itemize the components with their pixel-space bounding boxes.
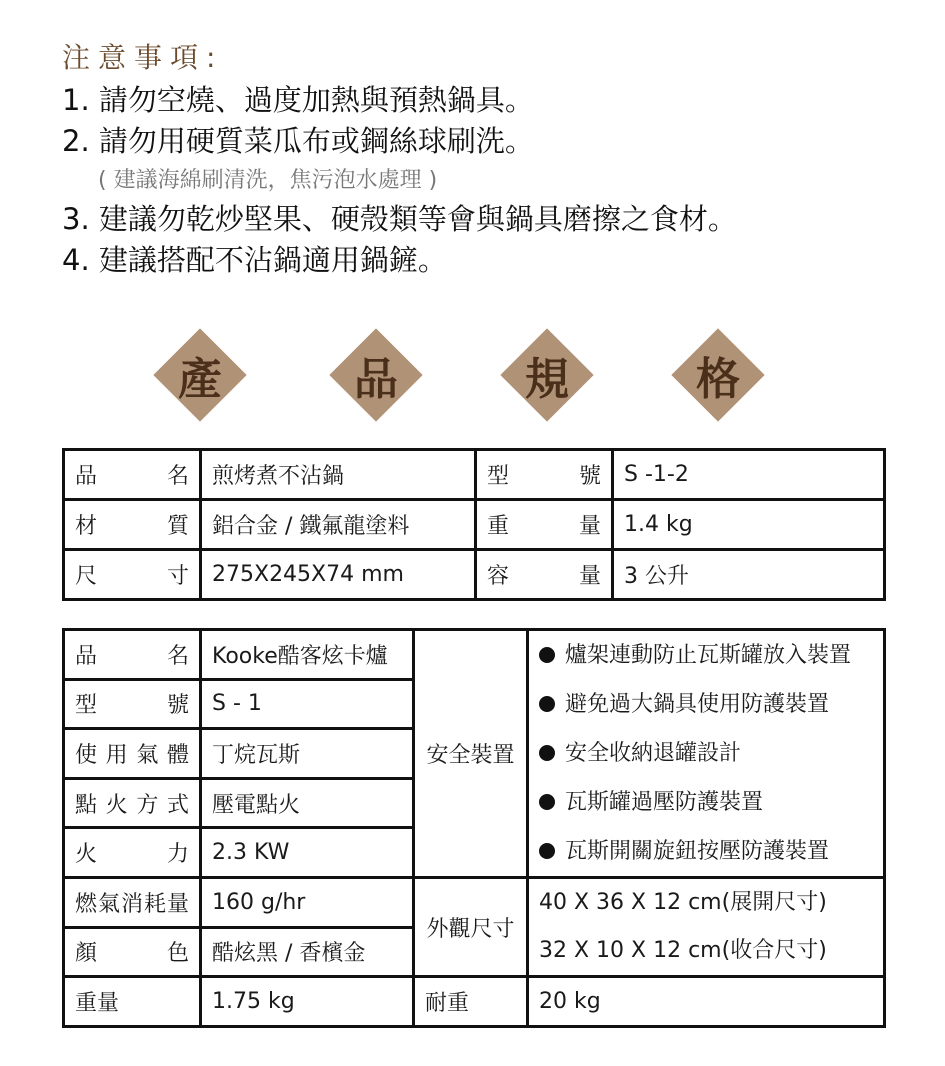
list-item [539,680,873,729]
note-item: 1. 請勿空燒、過度加熱與預熱鍋具。 [62,83,534,117]
spec-value: 鋁合金 / 鐵氟龍塗料 [201,500,476,550]
safety-feature: 瓦斯開關旋鈕按壓防護裝置 [565,839,830,864]
heading-diamond [145,320,255,430]
heading-char: 規 [525,354,569,405]
notes-title: 注意事項: [62,41,224,74]
bullet-icon [539,647,555,663]
heading-char: 格 [696,354,740,405]
spec-label: 火 力 [64,828,201,878]
bullet-icon [539,696,555,712]
spec-label: 品 名 [64,630,201,680]
safety-label: 安全裝置 [414,630,528,878]
spec-label: 尺 寸 [64,550,201,600]
note-item: 2. 請勿用硬質菜瓜布或鋼絲球刷洗。 [62,124,534,158]
dims-label: 外觀尺寸 [414,878,528,977]
load-value: 20 kg [528,977,885,1027]
spec-value: 壓電點火 [201,778,414,828]
care-notes [62,36,737,281]
spec-label: 材 質 [64,500,201,550]
table-row [64,500,885,550]
spec-label: 顏 色 [64,927,201,977]
safety-feature: 瓦斯罐過壓防護裝置 [565,790,764,815]
safety-features [528,630,885,878]
heading-diamond [321,320,431,430]
spec-label: 重量 [64,977,201,1027]
dims-values [528,878,885,977]
load-label: 耐重 [414,977,528,1027]
bullet-icon [539,843,555,859]
safety-feature: 安全收納退罐設計 [565,741,742,766]
spec-heading [145,320,785,430]
spec-value: 2.3 KW [201,828,414,878]
bullet-icon [539,794,555,810]
list-item [539,778,873,827]
stove-spec-table [62,628,886,1028]
safety-feature: 爐架連動防止瓦斯罐放入裝置 [565,643,852,668]
heading-diamond [663,320,773,430]
heading-char: 品 [354,354,398,405]
spec-value: Kooke酷客炫卡爐 [201,630,414,680]
spec-value: 3 公升 [613,550,885,600]
spec-value: 275X245X74 mm [201,550,476,600]
table-row [64,977,885,1027]
note-item: 4. 建議搭配不沾鍋適用鍋鏟。 [62,243,447,277]
spec-label: 容 量 [476,550,613,600]
spec-label: 品 名 [64,450,201,500]
spec-value: 1.4 kg [613,500,885,550]
note-item: 3. 建議勿乾炒堅果、硬殼類等會與鍋具磨擦之食材。 [62,202,737,236]
spec-value: 丁烷瓦斯 [201,729,414,779]
spec-label: 重 量 [476,500,613,550]
table-row [64,630,885,680]
spec-label: 使用氣體 [64,729,201,779]
note-sub: ( 建議海綿刷清洗，焦污泡水處理 ) [98,168,438,193]
spec-value: S - 1 [201,679,414,729]
list-item: 32 X 10 X 12 cm(收合尺寸) [539,938,827,963]
spec-label: 燃氣消耗量 [64,878,201,928]
table-row [64,450,885,500]
table-row [64,878,885,928]
list-item [539,729,873,778]
safety-feature: 避免過大鍋具使用防護裝置 [565,692,830,717]
spec-value: 煎烤煮不沾鍋 [201,450,476,500]
heading-char: 產 [178,354,222,405]
list-item: 40 X 36 X 12 cm(展開尺寸) [539,890,827,915]
list-item [539,827,873,876]
spec-value: S -1-2 [613,450,885,500]
heading-diamond [492,320,602,430]
spec-value: 酷炫黑 / 香檳金 [201,927,414,977]
spec-label: 點火方式 [64,778,201,828]
spec-label: 型 號 [64,679,201,729]
spec-value: 160 g/hr [201,878,414,928]
table-row [64,550,885,600]
pan-spec-table [62,448,886,601]
list-item [539,631,873,680]
spec-label: 型 號 [476,450,613,500]
bullet-icon [539,745,555,761]
spec-value: 1.75 kg [201,977,414,1027]
